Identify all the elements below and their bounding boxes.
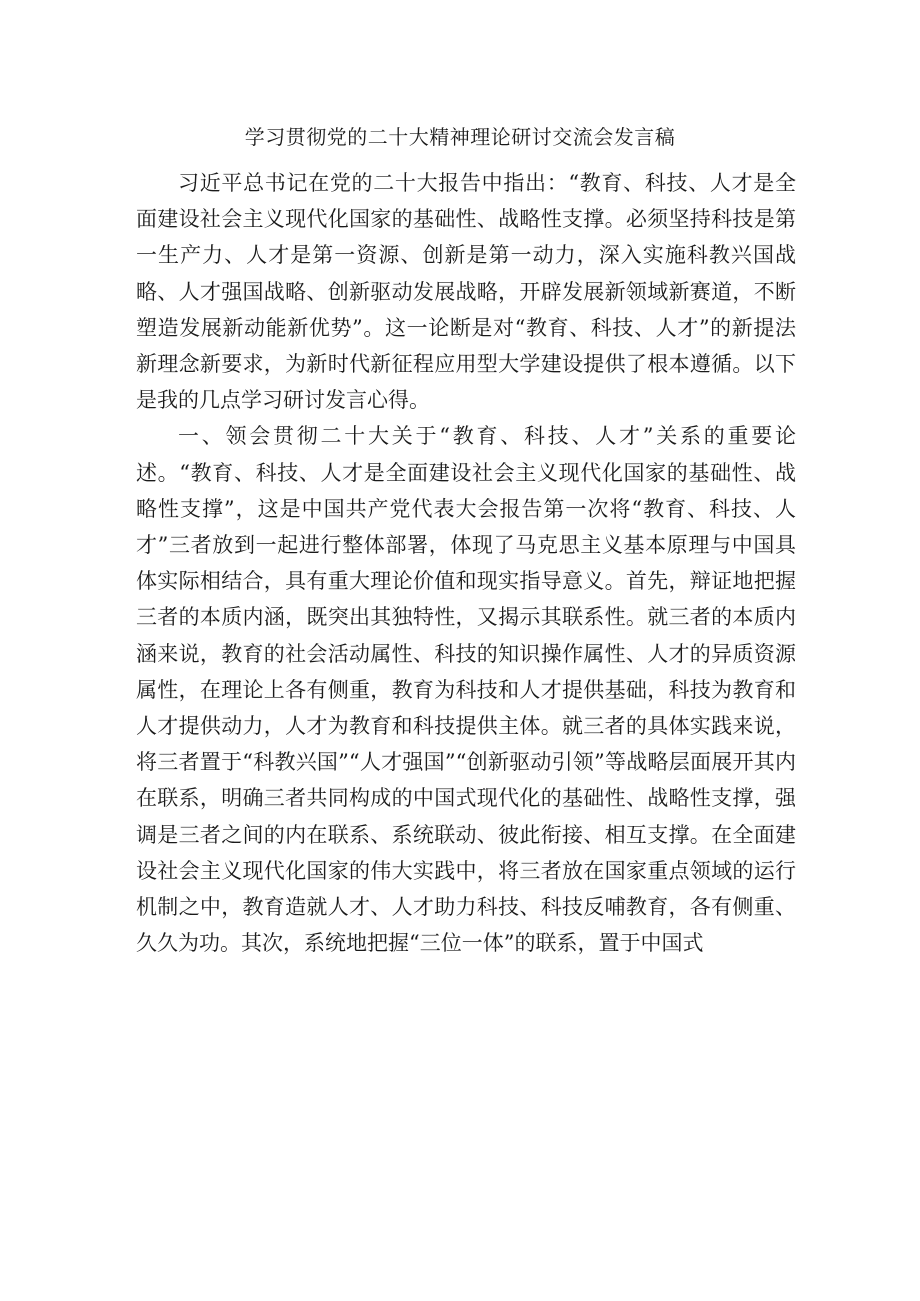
paragraph-section-one: 一、领会贯彻二十大关于“教育、科技、人才”关系的重要论述。“教育、科技、人才是全面建设社会主义现代化国家的基础性、战略性支撑”，这是中国共产党代表大会报告第一次将“教育、科技、人才”三者放到一起进行整体部署，体现了马克思主义基本原理与中国具体实际相结合，具有重大理论价值和现实指导意义。首先，辩证地把握三者的本质内涵，既突出其独特性，又揭示其联系性。就三者的本质内涵来说，教育的社会活动属性、科技的知识操作属性、人才的异质资源属性，在理论上各有侧重，教育为科技和人才提供基础，科技为教育和人才提供动力，人才为教育和科技提供主体。就三者的具体实践来说，将三者置于“科教兴国”“人才强国”“创新驱动引领”等战略层面展开其内在联系，明确三者共同构成的中国式现代化的基础性、战略性支撑，强调是三者之间的内在联系、系统联动、彼此衔接、相互支撑。在全面建设社会主义现代化国家的伟大实践中，将三者放在国家重点领域的运行机制之中，教育造就人才、人才助力科技、科技反哺教育，各有侧重、久久为功。其次，系统地把握“三位一体”的联系，置于中国式 — [136, 424, 796, 956]
document-title: 学习贯彻党的二十大精神理论研讨交流会发言稿 — [244, 125, 676, 149]
paragraph-intro: 习近平总书记在党的二十大报告中指出：“教育、科技、人才是全面建设社会主义现代化国家的基础性、战略性支撑。必须坚持科技是第一生产力、人才是第一资源、创新是第一动力，深入实施科教兴国战略、人才强国战略、创新驱动发展战略，开辟发展新领域新赛道，不断塑造发展新动能新优势”。这一论断是对“教育、科技、人才”的新提法新理念新要求，为新时代新征程应用型大学建设提供了根本遵循。以下是我的几点学习研讨发言心得。 — [136, 171, 796, 413]
document-body — [136, 165, 796, 961]
